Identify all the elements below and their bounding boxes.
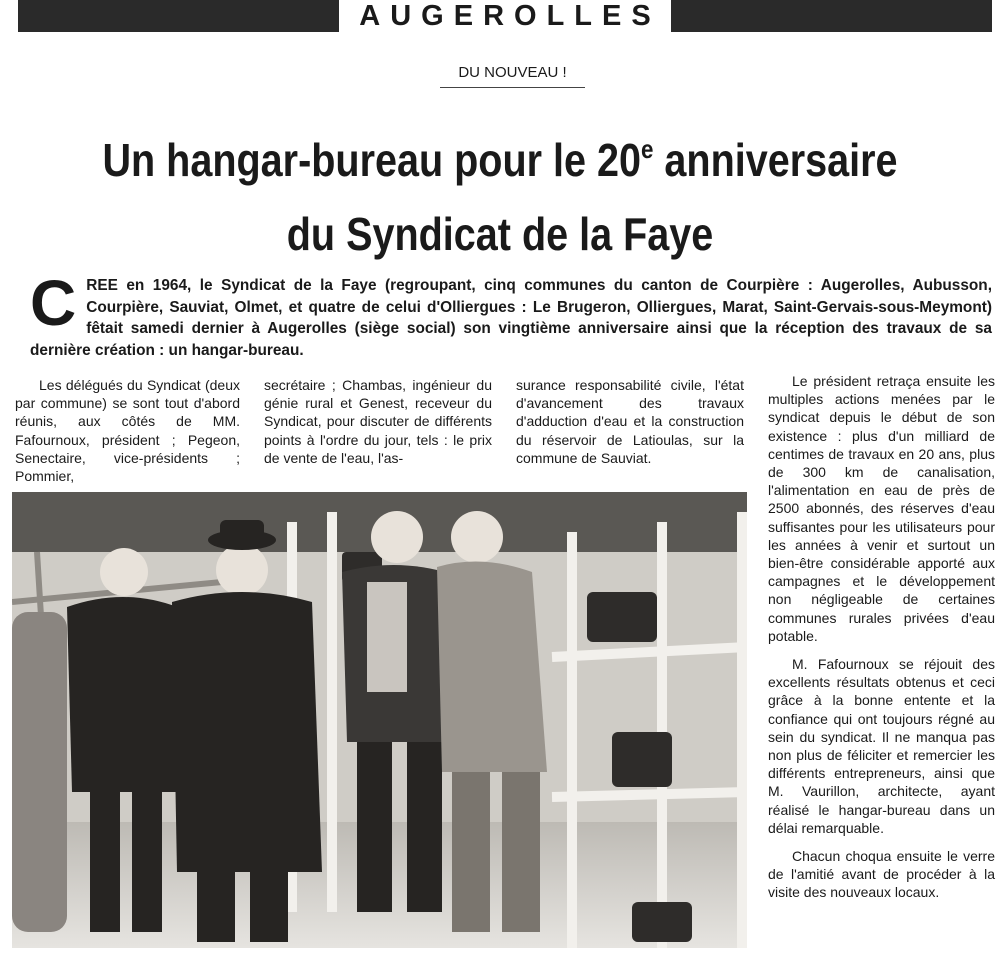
photo-illustration [12,492,747,948]
body-paragraph: secrétaire ; Chambas, ingénieur du génie rural et Genest, receveur du Syndicat, pour discuter de différents points à l'ordre du jour, tels : le prix de vente de l'eau, l'as- [264,377,492,466]
headline-line-1: Un hangar-bureau pour le 20e anniversaire [102,134,898,186]
kicker: DU NOUVEAU ! [440,64,585,88]
body-paragraph: Chacun choqua ensuite le verre de l'amitié avant de procéder à la visite des nouveaux locaux. [768,848,995,901]
news-photo [12,492,747,948]
body-paragraph: Les délégués du Syndicat (deux par commune) se sont tout d'abord réunis, aux côtés de MM. Fafournoux, président ; Pegeon, Senectaire, vice-présidents ; Pommier, [15,377,240,485]
body-paragraph: Le président retraça ensuite les multiples actions menées par le syndicat depuis le début de son existence : plus d'un milliard de centimes de travaux en 20 ans, plus de 300 km de canalisation, l'alimentation en eau de près de 2500 abonnés, des réserves d'eau suffisantes pour les utilisateurs pour les années à venir et surtout un bien-être considérable apporté aux campagnes et le développement non négligeable de certaines communes rurales privées d'eau potable. [768,373,995,644]
lede-text: REE en 1964, le Syndicat de la Faye (regroupant, cinq communes du canton de Courpière : Augerolles, Aubusson, Courpière, Sauviat, Olmet, et quatre de celui d'Olliergues : Le Brugeron, Olliergues, Marat, Saint-Gervais-sous-Meymont) fêtait samedi dernier à Augerolles (siège social) son vingtième anniversaire ainsi que la réception des travaux de sa dernière création : un hangar-bureau. [30,277,992,359]
body-column-1 [15,376,240,485]
body-column-2 [264,376,492,467]
section-banner [18,0,992,32]
body-column-4 [768,372,995,912]
drop-cap: C [30,267,77,339]
body-column-3 [516,376,744,467]
body-paragraph: surance responsabilité civile, l'état d'avancement des travaux d'adduction d'eau et la construction du réservoir de Latioulas, sur la commune de Sauviat. [516,377,744,466]
lede-paragraph [30,267,992,361]
headline [70,112,930,271]
section-title: AUGEROLLES [339,0,670,32]
body-paragraph: M. Fafournoux se réjouit des excellents résultats obtenus et ceci grâce à la bonne entente et la confiance qui ont toujours régné au sein du syndicat. Il ne manqua pas non plus de féliciter et remercier les différents entrepreneurs, ainsi que M. Vaurillon, architecte, ayant réalisé le hangar-bureau dans un délai remarquable. [768,656,995,836]
headline-line-2: du Syndicat de la Faye [286,208,714,260]
